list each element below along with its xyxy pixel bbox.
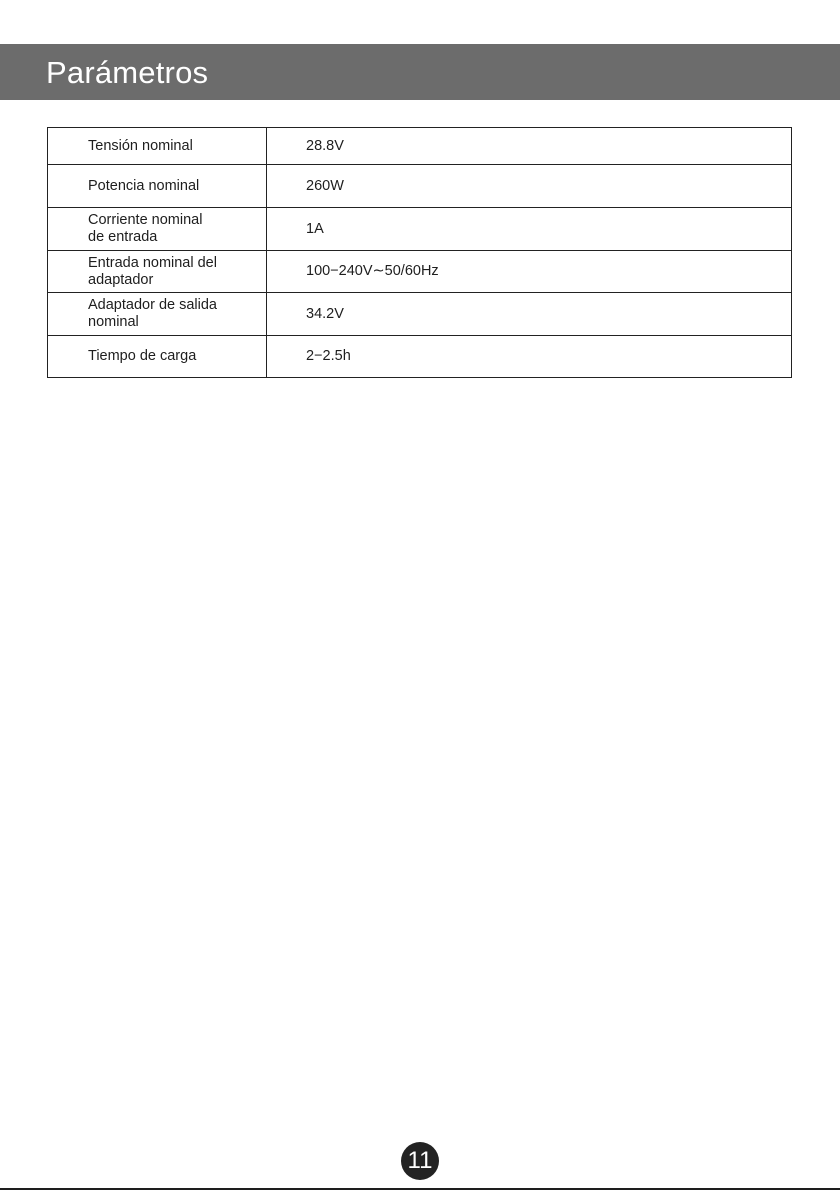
param-value-cell (267, 336, 792, 378)
param-value: 100−240V∼50/60Hz (306, 263, 439, 279)
param-value-cell (267, 128, 792, 165)
bottom-divider (0, 1188, 840, 1190)
parameters-table (47, 127, 792, 378)
param-label-cell (48, 336, 267, 378)
param-value-cell (267, 208, 792, 251)
param-value-cell (267, 293, 792, 336)
param-value: 260W (306, 177, 344, 194)
table-row (48, 165, 792, 208)
param-label: Entrada nominal del adaptador (88, 254, 217, 288)
table-row (48, 208, 792, 251)
param-value-cell (267, 165, 792, 208)
param-label: Tensión nominal (88, 137, 193, 154)
param-label: Tiempo de carga (88, 348, 197, 364)
header-band (0, 44, 840, 100)
table-row (48, 251, 792, 293)
table-row (48, 128, 792, 165)
table-row (48, 336, 792, 378)
param-label: Potencia nominal (88, 177, 200, 194)
param-label: Adaptador de salida nominal (88, 297, 217, 330)
param-label-cell (48, 165, 267, 208)
param-label-cell (48, 251, 267, 293)
param-value: 34.2V (306, 305, 344, 322)
param-label-cell (48, 293, 267, 336)
param-value: 28.8V (306, 137, 344, 154)
param-label-cell (48, 128, 267, 165)
param-value-cell (267, 251, 792, 293)
page-title: Parámetros (46, 55, 209, 90)
param-label: Corriente nominal de entrada (88, 212, 203, 245)
param-value: 2−2.5h (306, 348, 351, 364)
table-row (48, 293, 792, 336)
param-value: 1A (306, 220, 324, 237)
param-label-cell (48, 208, 267, 251)
page-number-badge: 11 (401, 1142, 439, 1180)
